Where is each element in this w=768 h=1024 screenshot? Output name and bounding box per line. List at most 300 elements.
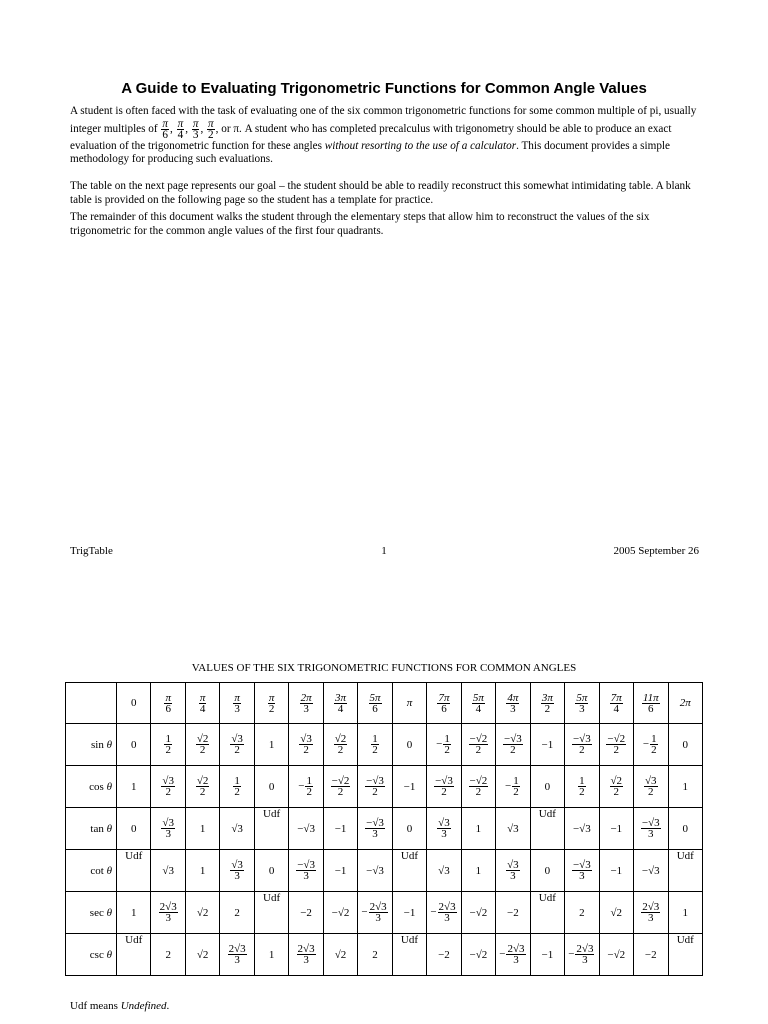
angle-header-cell (599, 683, 633, 724)
angle-header-cell (254, 683, 288, 724)
fraction-denominator: 3 (165, 828, 171, 840)
angle-header-cell (289, 683, 323, 724)
table-cell (565, 808, 599, 850)
table-cell (668, 892, 703, 934)
fraction-numerator: 1 (444, 733, 450, 745)
table-cell (530, 808, 564, 850)
fraction-denominator: 2 (648, 786, 654, 798)
cell-value: 0 (130, 822, 137, 835)
trig-values-table (65, 682, 703, 976)
fraction-denominator: 3 (510, 870, 516, 882)
table-cell (358, 808, 392, 850)
table-cell (461, 850, 495, 892)
fraction-numerator: −√2 (607, 733, 626, 745)
fraction-denominator: 2 (579, 744, 585, 756)
table-cell (530, 892, 564, 934)
fraction-numerator: −√2 (469, 775, 488, 787)
table-row (66, 724, 703, 766)
cell-value: −√2 (607, 948, 626, 961)
cell-value: −1 (334, 864, 347, 877)
fraction-denominator: 2 (306, 786, 312, 798)
table-cell (151, 850, 185, 892)
cell-sign: − (298, 780, 305, 793)
cell-fraction (644, 776, 658, 797)
table-cell (117, 724, 151, 766)
table-cell (530, 724, 564, 766)
fraction-numerator: −√3 (572, 859, 591, 871)
cell-value: −1 (610, 822, 623, 835)
cell-fraction (331, 776, 351, 797)
cell-value: −√2 (469, 906, 488, 919)
fraction-pi-3: $\frac{\pi}{3}$ (192, 117, 199, 141)
cell-value: 1 (130, 780, 137, 793)
angle-header-cell (392, 683, 426, 724)
table-cell (392, 724, 426, 766)
cell-fraction (161, 776, 175, 797)
fraction-denominator: 6 (165, 702, 171, 715)
cell-fraction (606, 734, 626, 755)
cell-value: 0 (406, 738, 413, 751)
fraction-denominator: 2 (165, 786, 171, 798)
fraction-numerator: 2√3 (297, 943, 315, 955)
cell-fraction (268, 693, 276, 714)
fraction-numerator: −√2 (331, 775, 350, 787)
fraction-denominator: 3 (303, 870, 309, 882)
table-cell (358, 892, 392, 934)
table-cell (634, 934, 668, 976)
angle-header-cell (461, 683, 495, 724)
cell-value: 2 (579, 906, 585, 919)
fraction-denominator: 2 (372, 744, 378, 756)
intro-after-text: . A student who has completed precalculus with trigonometry should be able to produce an exact evaluation of the trigonometric function for these angles (70, 122, 672, 152)
fraction-numerator: √2 (196, 775, 209, 787)
angle-header-cell (496, 683, 530, 724)
theta-symbol: θ (106, 780, 112, 793)
fraction-denominator: 4 (199, 702, 206, 715)
table-cell (151, 808, 185, 850)
fraction-numerator: π (268, 691, 275, 704)
table-cell (599, 724, 633, 766)
table-cell (530, 934, 564, 976)
theta-symbol: θ (106, 864, 112, 877)
cell-fraction (572, 860, 592, 881)
fraction-denominator: 2 (579, 786, 585, 798)
cell-value: −√2 (331, 906, 350, 919)
table-row (66, 892, 703, 934)
table-cell (668, 766, 703, 808)
cell-fraction (228, 944, 247, 965)
fraction-numerator: −√3 (435, 775, 453, 787)
fraction-denominator: 2 (651, 744, 657, 756)
cell-value: −√3 (572, 822, 591, 835)
fraction-numerator: −√2 (469, 733, 488, 745)
fraction-denominator: 3 (372, 828, 378, 840)
table-cell (461, 766, 495, 808)
theta-symbol: θ (106, 822, 112, 835)
fraction-numerator: 1 (579, 775, 585, 787)
row-label-cot (66, 850, 117, 892)
table-cell (220, 892, 254, 934)
cell-fraction (650, 734, 658, 755)
fraction-numerator: 1 (651, 733, 657, 745)
fraction-denominator: 2 (544, 702, 551, 715)
fraction-denominator: 2 (372, 786, 378, 798)
cell-value: −√2 (469, 948, 488, 961)
cell-fraction (164, 734, 172, 755)
fraction-numerator: π (199, 691, 206, 704)
fraction-denominator: 3 (510, 702, 516, 715)
cell-fraction (503, 734, 523, 755)
fraction-numerator: 7π (610, 691, 622, 704)
cell-value: 0 (406, 822, 413, 835)
cell-fraction (434, 776, 454, 797)
fraction-numerator: 1 (165, 733, 171, 745)
udf-note-suffix: . (166, 1000, 170, 1012)
fraction-denominator: 3 (303, 702, 309, 715)
table-cell (185, 892, 219, 934)
cell-value: π (406, 697, 413, 709)
table-cell (289, 850, 323, 892)
angle-header-cell (358, 683, 392, 724)
table-cell (599, 808, 633, 850)
cell-fraction (369, 902, 388, 923)
table-cell (289, 808, 323, 850)
fraction-denominator: 4 (337, 702, 344, 715)
fraction-numerator: √3 (162, 775, 174, 787)
cell-value: −√3 (366, 864, 384, 877)
table-cell (530, 850, 564, 892)
table-cell (151, 724, 185, 766)
cell-sign: − (505, 780, 512, 793)
footer-page-number: 1 (381, 545, 387, 557)
cell-fraction (575, 944, 594, 965)
cell-value: 1 (268, 948, 275, 961)
table-cell (289, 724, 323, 766)
cell-value: −2 (300, 906, 312, 919)
cell-value: 2π (679, 697, 691, 709)
intro-paragraph: A student is often faced with the task of evaluating one of the six common trigonometric functions for some common multiple of pi, usually integer multiples of $\frac{\pi}{6}$ , $\frac{\pi}{4}$ , $\frac{\pi}{3}$ , $\frac{\pi}{2}$ , or π. A student who has completed precalculus with trigonometry should be able to produce an exact evaluation of the trigonometric function for these angles without resorting to the use of a calculator. This document provides a simple methodology for producing such evaluations. (70, 105, 697, 166)
function-name: sin (91, 738, 104, 751)
fraction-denominator: 2 (613, 744, 620, 756)
cell-fraction (159, 902, 178, 923)
fraction-denominator: 3 (441, 828, 447, 840)
cell-value: Udf (400, 850, 419, 862)
cell-value: 1 (682, 906, 688, 919)
table-cell (634, 892, 668, 934)
fraction-denominator: 3 (234, 702, 240, 715)
cell-sign: − (568, 948, 575, 961)
cell-value: √3 (438, 864, 450, 877)
fraction-denominator: 2 (441, 786, 447, 798)
cell-value: −2 (507, 906, 519, 919)
fraction-numerator: −√3 (297, 859, 315, 871)
cell-value: √2 (196, 948, 209, 961)
cell-value: Udf (538, 892, 556, 904)
function-name: cot (90, 864, 104, 877)
cell-value: √3 (507, 822, 519, 835)
table-cell (151, 934, 185, 976)
table-row (66, 808, 703, 850)
cell-value: 0 (544, 864, 551, 877)
cell-fraction (610, 776, 624, 797)
fraction-denominator: 2 (337, 744, 344, 756)
fraction-denominator: 2 (199, 744, 206, 756)
fraction-numerator: 2√3 (228, 943, 246, 955)
cell-fraction (196, 776, 210, 797)
footer-doc-name: TrigTable (70, 545, 113, 557)
table-cell (565, 892, 599, 934)
remainder-paragraph: The remainder of this document walks the student through the elementary steps that allow him to reconstruct the values of the six trigonometric for the common angle values of the first four quadrants. (70, 211, 650, 237)
cell-fraction (300, 693, 313, 714)
table-cell (289, 934, 323, 976)
table-cell (496, 892, 530, 934)
fraction-denominator: 2 (337, 786, 344, 798)
table-cell (358, 850, 392, 892)
table-cell (599, 766, 633, 808)
cell-value: √3 (162, 864, 174, 877)
table-cell (185, 724, 219, 766)
intro-end-text: . This document provides a simple methodology for producing such evaluations. (70, 139, 670, 166)
udf-note-prefix: Udf means (70, 1000, 121, 1012)
function-name: sec (89, 906, 104, 919)
cell-sign: − (361, 906, 368, 919)
angle-header-cell (565, 683, 599, 724)
fraction-denominator: 3 (648, 828, 654, 840)
cell-fraction (469, 734, 489, 755)
cell-fraction (334, 734, 348, 755)
table-cell (392, 934, 426, 976)
fraction-numerator: 3π (541, 691, 553, 704)
table-cell (496, 850, 530, 892)
cell-value: −1 (334, 822, 347, 835)
table-cell (427, 808, 461, 850)
table-cell (117, 934, 151, 976)
table-cell (254, 766, 288, 808)
fraction-numerator: 1 (513, 775, 519, 787)
cell-fraction (196, 734, 210, 755)
udf-note (70, 1000, 169, 1012)
cell-fraction (299, 734, 313, 755)
table-cell (254, 808, 288, 850)
cell-fraction (297, 944, 316, 965)
cell-value: 0 (682, 738, 688, 751)
cell-fraction (575, 693, 588, 714)
fraction-numerator: π (165, 691, 171, 704)
table-cell (427, 934, 461, 976)
table-row (66, 766, 703, 808)
cell-value: Udf (263, 808, 281, 820)
fraction-numerator: 1 (234, 775, 240, 787)
table-cell (668, 850, 703, 892)
fraction-denominator: 3 (303, 954, 309, 966)
row-label-cos (66, 766, 117, 808)
cell-fraction (369, 693, 382, 714)
table-cell (565, 724, 599, 766)
fraction-denominator: 2 (268, 702, 275, 715)
cell-fraction (472, 693, 485, 714)
cell-value: 0 (130, 697, 137, 709)
table-cell (220, 850, 254, 892)
fraction-denominator: 3 (648, 912, 654, 924)
table-cell (254, 892, 288, 934)
cell-value: Udf (538, 808, 556, 820)
fraction-numerator: 5π (369, 691, 381, 704)
fraction-numerator: 5π (472, 691, 484, 704)
cell-fraction (365, 818, 385, 839)
cell-value: 1 (682, 780, 688, 793)
table-cell (220, 934, 254, 976)
fraction-denominator: 2 (234, 786, 240, 798)
angle-header-cell (668, 683, 703, 724)
angle-header-cell (117, 683, 151, 724)
cell-value: 1 (475, 822, 482, 835)
cell-sign: − (430, 906, 437, 919)
fraction-numerator: 2√3 (159, 901, 177, 913)
cell-fraction (443, 734, 451, 755)
fraction-denominator: 2 (165, 744, 171, 756)
page-title: A Guide to Evaluating Trigonometric Functions for Common Angle Values (121, 80, 647, 97)
table-cell (599, 850, 633, 892)
table-cell (427, 766, 461, 808)
cell-value: 2 (165, 948, 171, 961)
table-row (66, 850, 703, 892)
table-cell (634, 850, 668, 892)
cell-value: 1 (130, 906, 137, 919)
cell-value: 0 (544, 780, 551, 793)
table-cell (323, 934, 357, 976)
table-cell (117, 892, 151, 934)
or-pi-text: , or π (215, 122, 239, 135)
fraction-denominator: 2 (510, 744, 516, 756)
table-cell (323, 892, 357, 934)
table-cell (323, 724, 357, 766)
fraction-numerator: √3 (231, 859, 243, 871)
table-cell (358, 766, 392, 808)
fraction-numerator: √3 (300, 733, 312, 745)
cell-fraction (610, 693, 623, 714)
goal-paragraph: The table on the next page represents our goal – the student should be able to readily reconstruct this somewhat intimidating table. A blank table is provided on the following page so the student has a template for practice. (70, 180, 691, 206)
table-cell (185, 766, 219, 808)
table-cell (599, 892, 633, 934)
cell-fraction (164, 693, 172, 714)
table-cell (185, 850, 219, 892)
fraction-pi-2: $\frac{\pi}{2}$ (208, 117, 214, 141)
cell-fraction (334, 693, 347, 714)
cell-fraction (230, 734, 244, 755)
fraction-denominator: 6 (372, 702, 378, 715)
table-cell (427, 892, 461, 934)
cell-value: −1 (610, 864, 623, 877)
fraction-denominator: 3 (582, 954, 588, 966)
fraction-numerator: 4π (507, 691, 519, 704)
fraction-denominator: 3 (234, 954, 240, 966)
cell-sign: − (499, 948, 506, 961)
table-cell (496, 934, 530, 976)
table-cell (392, 766, 426, 808)
cell-fraction (506, 944, 525, 965)
table-cell (254, 850, 288, 892)
fraction-denominator: 4 (475, 702, 482, 715)
cell-fraction (572, 734, 592, 755)
angle-header-cell (427, 683, 461, 724)
table-cell (289, 766, 323, 808)
theta-symbol: θ (106, 906, 112, 919)
cell-sign: − (436, 738, 443, 751)
table-cell (496, 724, 530, 766)
table-cell (323, 808, 357, 850)
table-cell (427, 850, 461, 892)
cell-fraction (233, 693, 241, 714)
cell-value: −2 (438, 948, 450, 961)
function-name: cos (89, 780, 104, 793)
table-cell (634, 808, 668, 850)
cell-value: −1 (541, 948, 554, 961)
fraction-denominator: 2 (475, 744, 482, 756)
row-label-sec (66, 892, 117, 934)
cell-value: 2 (234, 906, 240, 919)
table-cell (392, 808, 426, 850)
cell-fraction (305, 776, 313, 797)
table-cell (496, 808, 530, 850)
cell-value: −2 (644, 948, 657, 961)
fraction-numerator: 2π (300, 691, 312, 704)
table-cell (599, 934, 633, 976)
table-cell (565, 934, 599, 976)
cell-value: Udf (676, 934, 694, 946)
table-cell (117, 766, 151, 808)
cell-value: √3 (231, 822, 243, 835)
table-cell (358, 934, 392, 976)
fraction-numerator: √3 (644, 775, 657, 787)
fraction-numerator: 3π (335, 691, 347, 704)
cell-fraction (578, 776, 586, 797)
fraction-numerator: √2 (610, 775, 623, 787)
cell-fraction (437, 818, 451, 839)
function-name: tan (90, 822, 104, 835)
cell-value: Udf (125, 850, 143, 862)
fraction-numerator: √3 (231, 733, 243, 745)
table-cell (254, 724, 288, 766)
cell-value: Udf (676, 850, 694, 862)
table-cell (220, 766, 254, 808)
fraction-denominator: 2 (303, 744, 309, 756)
fraction-denominator: 4 (613, 702, 620, 715)
angle-header-cell (323, 683, 357, 724)
cell-value: 0 (268, 780, 275, 793)
table-cell (634, 724, 668, 766)
fraction-numerator: π (234, 691, 240, 704)
fraction-denominator: 2 (475, 786, 482, 798)
fraction-numerator: 1 (306, 775, 312, 787)
cell-value: 2 (372, 948, 378, 961)
angle-header-cell (220, 683, 254, 724)
angle-header-cell (185, 683, 219, 724)
table-cell (117, 850, 151, 892)
cell-fraction (541, 693, 554, 714)
fraction-denominator: 3 (165, 912, 171, 924)
fraction-denominator: 2 (444, 744, 450, 756)
fraction-denominator: 3 (444, 912, 450, 924)
table-cell (392, 850, 426, 892)
table-cell (565, 850, 599, 892)
cell-value: 1 (475, 864, 482, 877)
cell-value: √2 (196, 906, 209, 919)
angle-header-cell (530, 683, 564, 724)
cell-fraction (233, 776, 241, 797)
fraction-denominator: 3 (375, 912, 381, 924)
cell-value: Udf (400, 934, 419, 946)
corner-cell (66, 683, 117, 724)
